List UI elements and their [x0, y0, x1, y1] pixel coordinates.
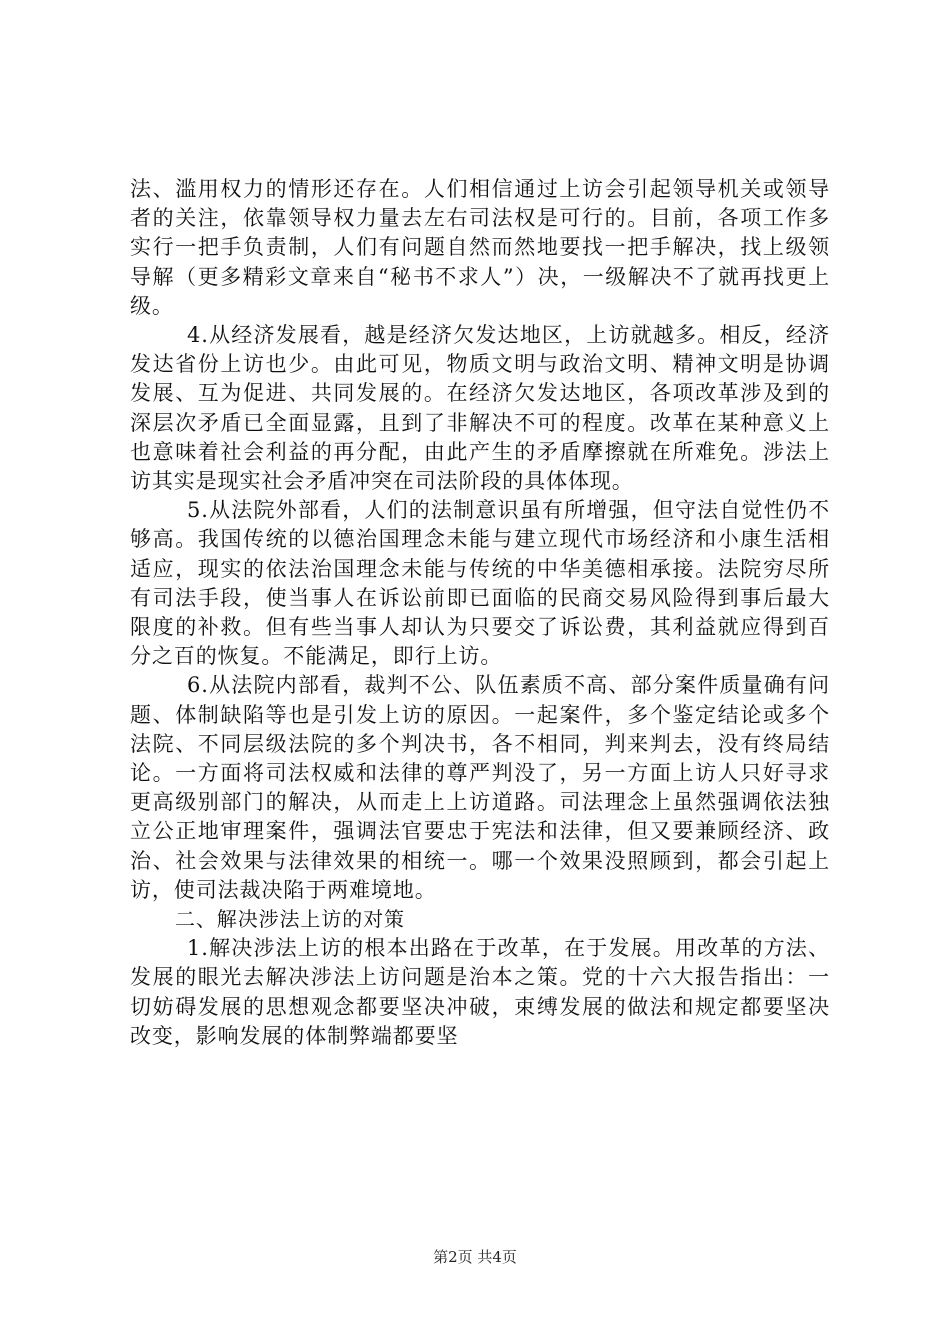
paragraph-point-6: 6.从法院内部看，裁判不公、队伍素质不高、部分案件质量确有问题、体制缺陷等也是引发上访的原因。一起案件，多个鉴定结论或多个法院、不同层级法院的多个判决书，各不相同，判来判去，没有终局结论。一方面将司法权威和法律的尊严判没了，另一方面上访人只好寻求更高级别部门的解决，从而走上上访道路。司法理念上虽然强调依法独立公正地审理案件，强调法官要忠于宪法和法律，但又要兼顾经济、政治、社会效果与法律效果的相统一。哪一个效果没照顾到，都会引起上访，使司法裁决陷于两难境地。 — [130, 673, 830, 902]
paragraph-point-4: 4.从经济发展看，越是经济欠发达地区，上访就越多。相反，经济发达省份上访也少。由此可见，物质文明与政治文明、精神文明是协调发展、互为促进、共同发展的。在经济欠发达地区，各项改革涉及到的深层次矛盾已全面显露，且到了非解决不可的程度。改革在某种意义上也意味着社会利益的再分配，由此产生的矛盾摩擦就在所难免。涉法上访其实是现实社会矛盾冲突在司法阶段的具体体现。 — [130, 323, 830, 494]
paragraph-point-5: 5.从法院外部看，人们的法制意识虽有所增强，但守法自觉性仍不够高。我国传统的以德治国理念未能与建立现代市场经济和小康生活相适应，现实的依法治国理念未能与传统的中华美德相承接。法院穷尽所有司法手段，使当事人在诉讼前即已面临的民商交易风险得到事后最大限度的补救。但有些当事人却认为只要交了诉讼费，其利益就应得到百分之百的恢复。不能满足，即行上访。 — [130, 498, 830, 669]
page-footer: 第2页 共4页 — [433, 1248, 517, 1266]
section-heading: 二、解决涉法上访的对策 — [175, 907, 405, 932]
document-body — [130, 175, 830, 1051]
paragraph-countermeasure-1: 1.解决涉法上访的根本出路在于改革，在于发展。用改革的方法、发展的眼光去解决涉法上访问题是治本之策。党的十六大报告指出：一切妨碍发展的思想观念都要坚决冲破，束缚发展的做法和规定都要坚决改变，影响发展的体制弊端都要坚 — [130, 936, 830, 1048]
paragraph-continuation: 法、滥用权力的情形还存在。人们相信通过上访会引起领导机关或领导者的关注，依靠领导权力量去左右司法权是可行的。目前，各项工作多实行一把手负责制，人们有问题自然而然地要找一把手解决，找上级领导解（更多精彩文章来自“秘书不求人”）决，一级解决不了就再找更上级。 — [130, 177, 830, 318]
